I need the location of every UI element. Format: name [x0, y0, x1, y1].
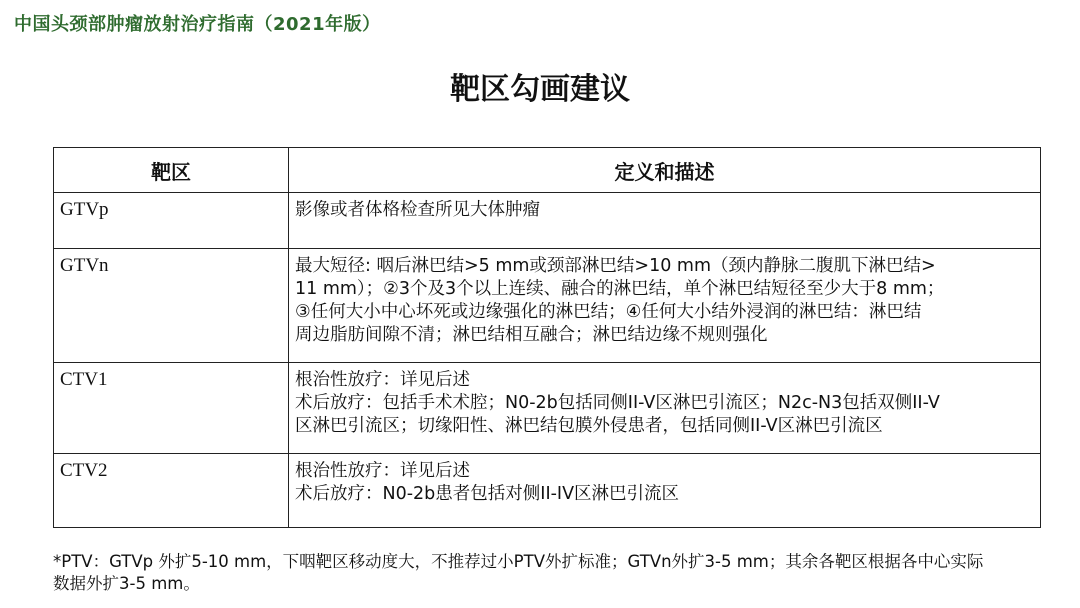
description-line: 周边脂肪间隙不清；淋巴结相互融合；淋巴结边缘不规则强化 — [295, 325, 768, 345]
description-line: 术后放疗：N0-2b患者包括对侧II-IV区淋巴引流区 — [295, 484, 680, 504]
target-description — [289, 193, 1041, 249]
target-description — [289, 363, 1041, 454]
description-line: 影像或者体格检查所见大体肿瘤 — [295, 200, 540, 220]
target-name: CTV2 — [54, 454, 289, 528]
column-header-target: 靶区 — [54, 148, 289, 193]
footnote-line: *PTV：GTVp 外扩5-10 mm，下咽靶区移动度大，不推荐过小PTV外扩标准；GTVn外扩3-5 mm；其余各靶区根据各中心实际 — [53, 552, 984, 571]
description-line: 根治性放疗：详见后述 — [295, 461, 470, 481]
target-description — [289, 249, 1041, 363]
description-line: ③任何大小中心坏死或边缘强化的淋巴结；④任何大小结外浸润的淋巴结：淋巴结 — [295, 302, 922, 322]
description-line: 根治性放疗：详见后述 — [295, 370, 470, 390]
table-row — [54, 249, 1041, 363]
target-volume-table — [53, 147, 1041, 528]
description-line: 11 mm）；②3个及3个以上连续、融合的淋巴结，单个淋巴结短径至少大于8 mm； — [295, 279, 945, 299]
description-line: 区淋巴引流区；切缘阳性、淋巴结包膜外侵患者，包括同侧II-V区淋巴引流区 — [295, 416, 883, 436]
target-name: GTVp — [54, 193, 289, 249]
slide-title: 靶区勾画建议 — [450, 72, 630, 107]
table-header-row — [54, 148, 1041, 193]
target-description — [289, 454, 1041, 528]
target-name: CTV1 — [54, 363, 289, 454]
table-row — [54, 454, 1041, 528]
table-row — [54, 193, 1041, 249]
header-title: 中国头颈部肿瘤放射治疗指南（2021年版） — [14, 14, 381, 35]
description-line: 术后放疗：包括手术术腔；N0-2b包括同侧II-V区淋巴引流区；N2c-N3包括双侧II-V — [295, 393, 940, 413]
table-row — [54, 363, 1041, 454]
footnote — [53, 551, 1053, 595]
footnote-line: 数据外扩3-5 mm。 — [53, 574, 200, 593]
column-header-definition: 定义和描述 — [289, 148, 1041, 193]
description-line: 最大短径: 咽后淋巴结>5 mm或颈部淋巴结>10 mm（颈内静脉二腹肌下淋巴结> — [295, 256, 936, 276]
target-name: GTVn — [54, 249, 289, 363]
